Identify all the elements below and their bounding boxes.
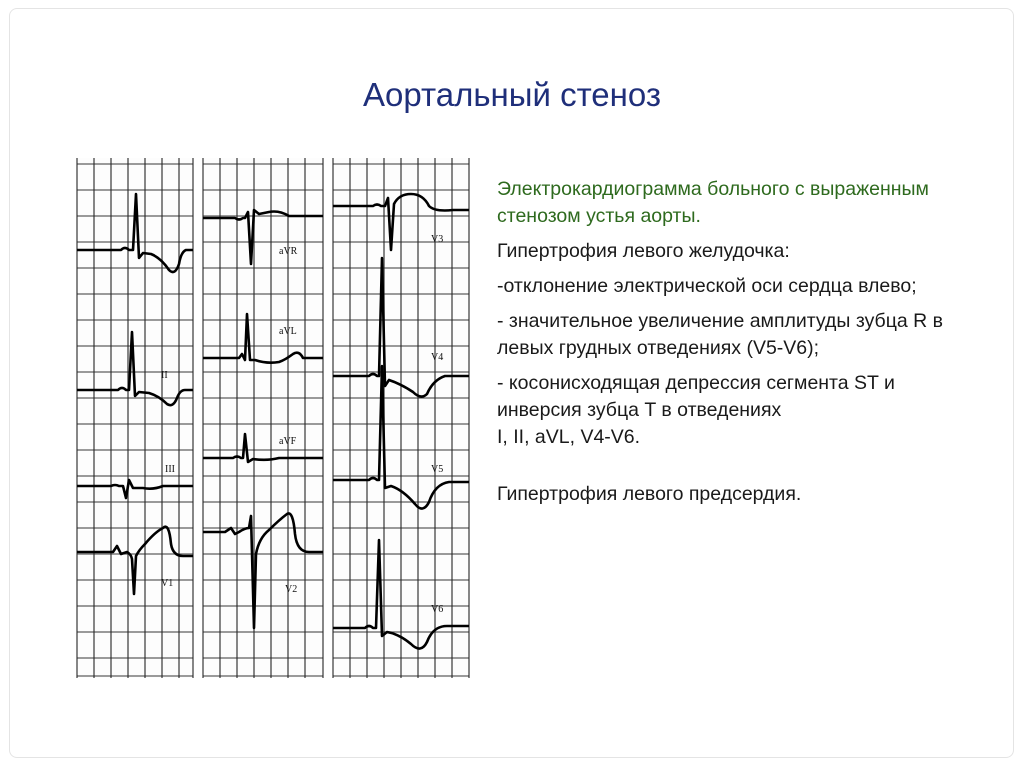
lead-label-v6: V6 [431, 604, 444, 615]
lead-label-v2: V2 [285, 584, 298, 595]
lead-label-avr: aVR [279, 246, 298, 257]
lead-label-avl: aVL [279, 326, 297, 337]
lead-label-iii: III [165, 464, 175, 475]
lead-label-ii: II [161, 370, 168, 381]
ecg-image [73, 154, 473, 682]
ecg-column-1 [77, 158, 193, 678]
description-block [497, 176, 977, 516]
ecg-caption: Электрокардиограмма больного с выраженным стенозом устья аорты. [497, 178, 929, 227]
ecg-figure [73, 154, 473, 682]
ecg-column-3 [333, 158, 469, 678]
lead-label-v3: V3 [431, 234, 444, 245]
lvh-point-axis: -отклонение электрической оси сердца влево; [497, 275, 917, 297]
lead-label-v1: V1 [161, 578, 174, 589]
lvh-point-leads: I, II, aVL, V4-V6. [497, 426, 641, 448]
lead-label-v4: V4 [431, 352, 444, 363]
lead-label-avf: aVF [279, 436, 297, 447]
lvh-point-amplitude: - значительное увеличение амплитуды зубца R в левых грудных отведениях (V5-V6); [497, 310, 943, 359]
slide-title: Аортальный стеноз [362, 76, 661, 113]
lead-label-v5: V5 [431, 464, 444, 475]
lvh-point-st-depression: - косонисходящая депрессия сегмента ST и инверсия зубца T в отведениях [497, 372, 895, 421]
lah-statement: Гипертрофия левого предсердия. [497, 483, 802, 505]
ecg-column-2 [203, 158, 323, 678]
lvh-heading: Гипертрофия левого желудочка: [497, 240, 790, 262]
spacer [497, 459, 977, 481]
